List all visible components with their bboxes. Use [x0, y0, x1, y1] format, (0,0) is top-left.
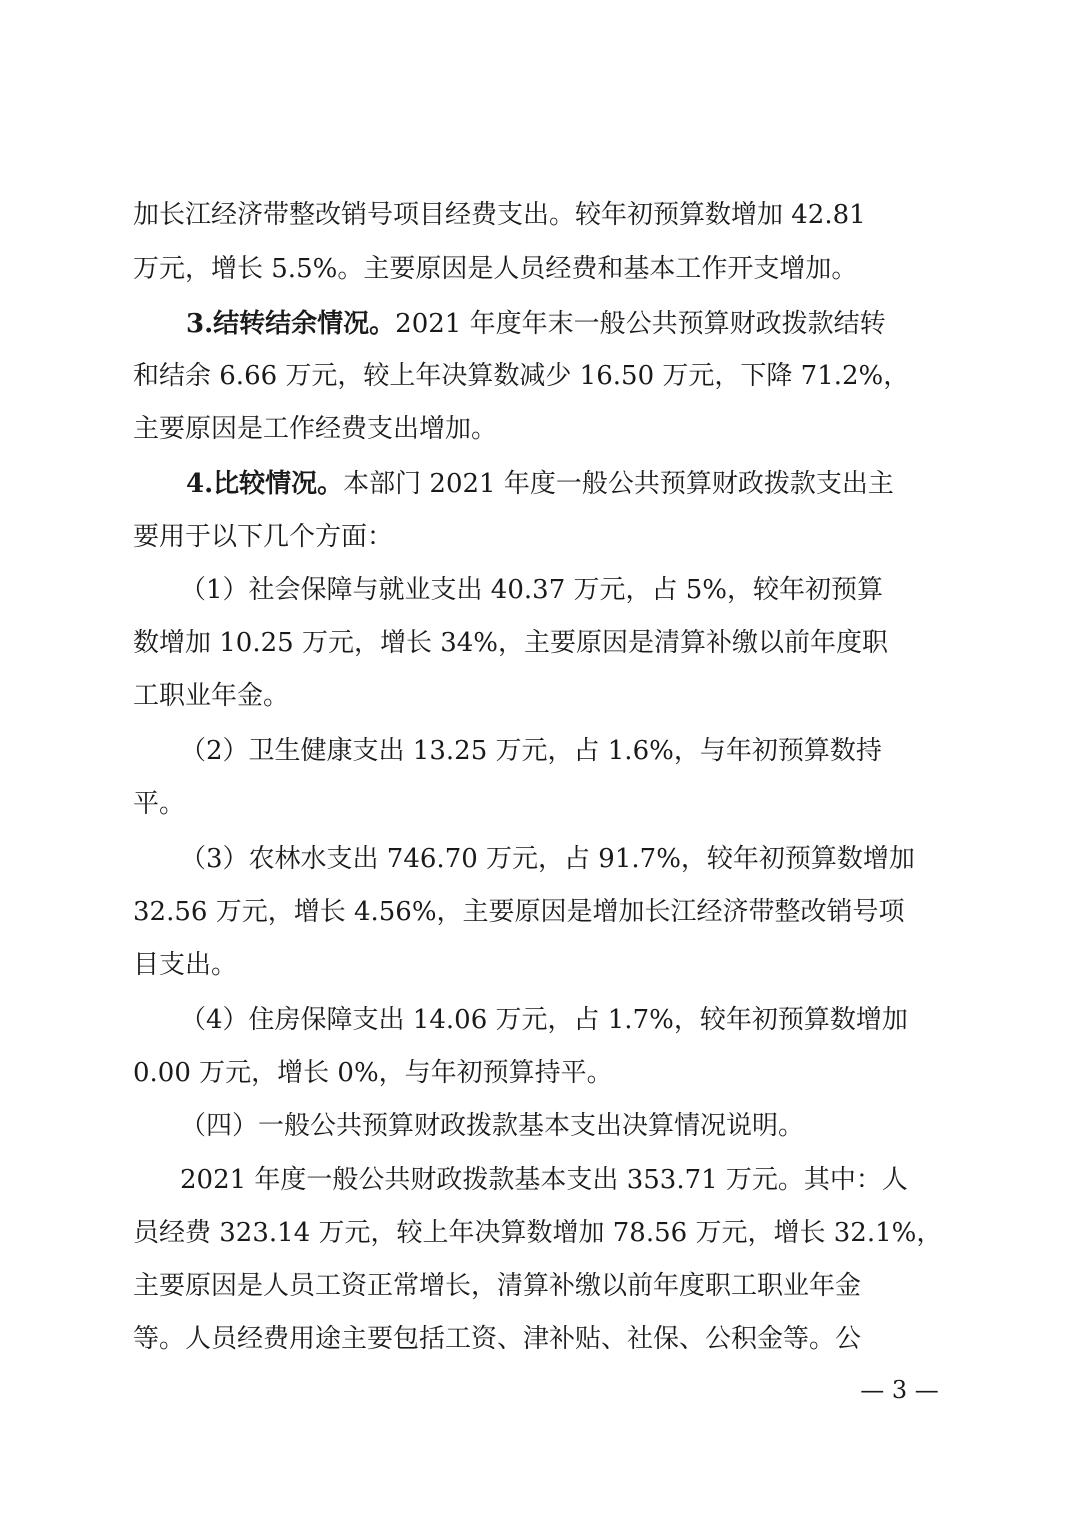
paragraph-line: 员经费 323.14 万元，较上年决算数增加 78.56 万元，增长 32.1%，	[133, 1218, 943, 1248]
paragraph-line: 要用于以下几个方面：	[133, 522, 394, 552]
paragraph-text: 2021 年度年末一般公共预算财政拨款结转	[395, 309, 886, 339]
paragraph-line: 目支出。	[133, 950, 238, 980]
paragraph-line: 32.56 万元，增长 4.56%，主要原因是增加长江经济带整改销号项	[133, 897, 905, 927]
section-heading-carryover: 3.结转结余情况。	[186, 309, 396, 339]
paragraph-line: 数增加 10.25 万元，增长 34%，主要原因是清算补缴以前年度职	[133, 628, 889, 658]
paragraph-line: （2）卫生健康支出 13.25 万元，占 1.6%，与年初预算数持	[180, 736, 882, 766]
paragraph-line	[186, 466, 946, 502]
section-heading-comparison: 4.比较情况。	[186, 469, 344, 499]
paragraph-text: 本部门 2021 年度一般公共预算财政拨款支出主	[343, 469, 894, 499]
paragraph-line: 平。	[133, 789, 186, 819]
paragraph-line: 主要原因是工作经费支出增加。	[133, 414, 498, 444]
paragraph-line: （1）社会保障与就业支出 40.37 万元，占 5%，较年初预算	[180, 575, 884, 605]
section-heading-basic-expenditure: （四）一般公共预算财政拨款基本支出决算情况说明。	[180, 1111, 805, 1141]
paragraph-line: （4）住房保障支出 14.06 万元，占 1.7%，较年初预算数增加	[180, 1005, 908, 1035]
paragraph-line: （3）农林水支出 746.70 万元，占 91.7%，较年初预算数增加	[180, 844, 915, 874]
paragraph-line: 主要原因是人员工资正常增长，清算补缴以前年度职工职业年金	[133, 1271, 862, 1301]
paragraph-line: 和结余 6.66 万元，较上年决算数减少 16.50 万元，下降 71.2%，	[133, 361, 910, 391]
paragraph-line: 万元，增长 5.5%。主要原因是人员经费和基本工作开支增加。	[133, 254, 858, 284]
paragraph-line	[186, 306, 946, 342]
page-number: — 3 —	[860, 1376, 939, 1404]
paragraph-line: 2021 年度一般公共财政拨款基本支出 353.71 万元。其中：人	[180, 1165, 908, 1195]
paragraph-line: 等。人员经费用途主要包括工资、津补贴、社保、公积金等。公	[133, 1324, 862, 1354]
paragraph-line: 加长江经济带整改销号项目经费支出。较年初预算数增加 42.81	[133, 200, 866, 230]
paragraph-line: 0.00 万元，增长 0%，与年初预算持平。	[133, 1058, 613, 1088]
paragraph-line: 工职业年金。	[133, 681, 290, 711]
